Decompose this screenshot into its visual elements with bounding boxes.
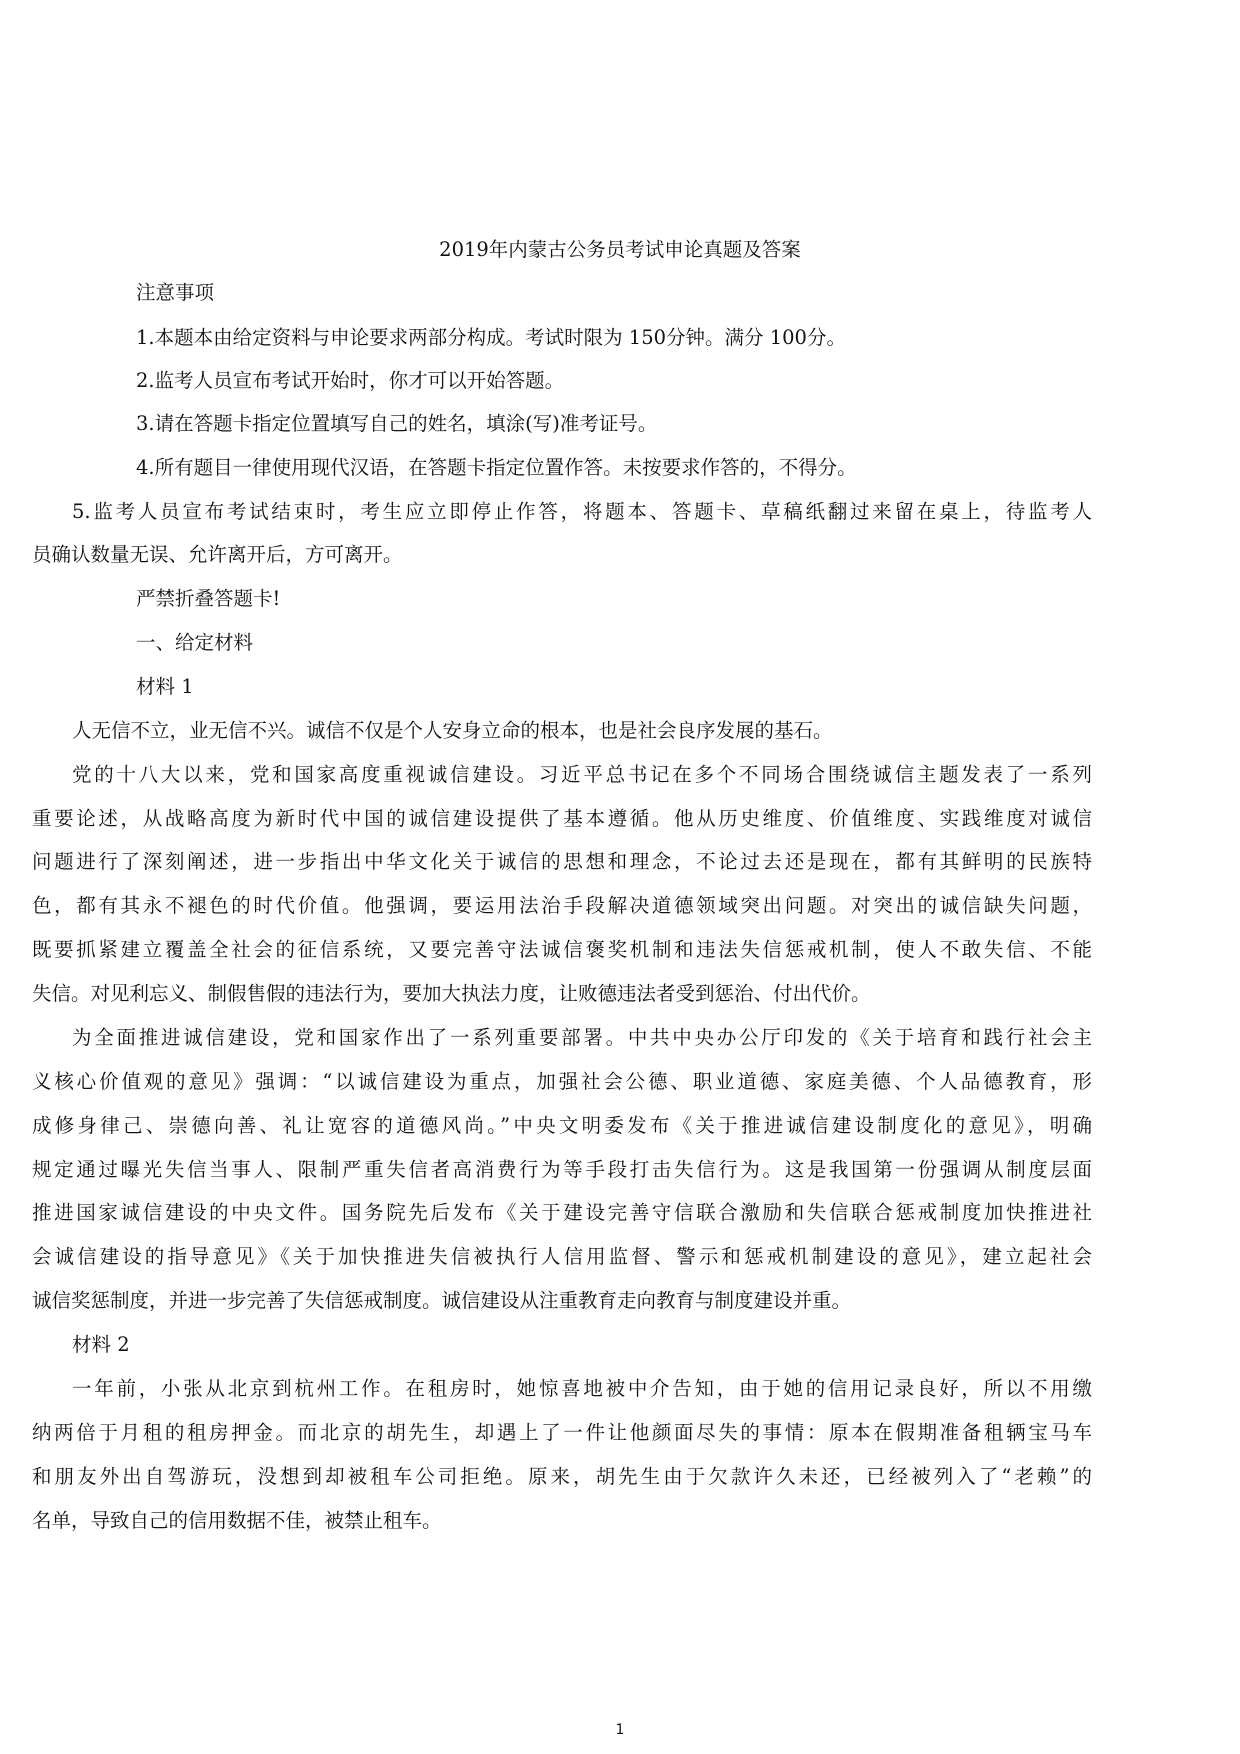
notice-item-2: 2.监考人员宣布考试开始时，你才可以开始答题。 <box>136 369 565 392</box>
material-1-p3-line4: 规定通过曝光失信当事人、限制严重失信者高消费行为等手段打击失信行为。这是我国第一份强调从制度层面 <box>32 1158 1092 1181</box>
material-1-p3-line6: 会诚信建设的指导意见》《关于加快推进失信被执行人信用监督、警示和惩戒机制建设的意见》，建立起社会 <box>32 1245 1092 1268</box>
section-heading: 一、给定材料 <box>136 631 254 654</box>
notice-heading: 注意事项 <box>136 281 215 304</box>
document-title: 2019年内蒙古公务员考试申论真题及答案 <box>439 238 801 261</box>
material-1-p3-line5: 推进国家诚信建设的中央文件。国务院先后发布《关于建设完善守信联合激励和失信联合惩戒制度加快推进社 <box>32 1201 1092 1224</box>
material-1-p3-line3: 成修身律己、崇德向善、礼让宽容的道德风尚。”中央文明委发布《关于推进诚信建设制度化的意见》，明确 <box>32 1114 1092 1137</box>
page-number: 1 <box>615 1722 625 1738</box>
notice-item-5-line1: 5.监考人员宣布考试结束时，考生应立即停止作答，将题本、答题卡、草稿纸翻过来留在桌上，待监考人 <box>72 500 1092 523</box>
material-1-paragraph-1: 人无信不立，业无信不兴。诚信不仅是个人安身立命的根本，也是社会良序发展的基石。 <box>72 719 833 742</box>
material-1-p2-line1: 党的十八大以来，党和国家高度重视诚信建设。习近平总书记在多个不同场合围绕诚信主题发表了一系列 <box>72 763 1092 786</box>
material-2-p1-line3: 和朋友外出自驾游玩，没想到却被租车公司拒绝。原来，胡先生由于欠款许久未还，已经被列入了“老赖”的 <box>32 1465 1092 1488</box>
notice-warning: 严禁折叠答题卡! <box>136 587 281 610</box>
material-1-p2-line4: 色，都有其永不褪色的时代价值。他强调，要运用法治手段解决道德领域突出问题。对突出的诚信缺失问题， <box>32 894 1092 917</box>
material-1-p2-line5: 既要抓紧建立覆盖全社会的征信系统，又要完善守法诚信褒奖机制和违法失信惩戒机制，使人不敢失信、不能 <box>32 938 1092 961</box>
notice-item-4: 4.所有题目一律使用现代汉语，在答题卡指定位置作答。未按要求作答的，不得分。 <box>136 456 857 479</box>
material-2-heading: 材料 2 <box>72 1333 130 1356</box>
material-1-heading: 材料 1 <box>136 675 194 698</box>
material-1-p3-line7: 诚信奖惩制度，并进一步完善了失信惩戒制度。诚信建设从注重教育走向教育与制度建设并重。 <box>32 1289 852 1312</box>
material-1-p2-line2: 重要论述，从战略高度为新时代中国的诚信建设提供了基本遵循。他从历史维度、价值维度、实践维度对诚信 <box>32 807 1092 830</box>
material-1-p2-line3: 问题进行了深刻阐述，进一步指出中华文化关于诚信的思想和理念，不论过去还是现在，都有其鲜明的民族特 <box>32 850 1092 873</box>
material-2-p1-line2: 纳两倍于月租的租房押金。而北京的胡先生，却遇上了一件让他颜面尽失的事情：原本在假期准备租辆宝马车 <box>32 1421 1092 1444</box>
material-1-p3-line2: 义核心价值观的意见》强调：“以诚信建设为重点，加强社会公德、职业道德、家庭美德、个人品德教育，形 <box>32 1070 1092 1093</box>
notice-item-1: 1.本题本由给定资料与申论要求两部分构成。考试时限为 150分钟。满分 100分。 <box>136 326 846 349</box>
material-1-p3-line1: 为全面推进诚信建设，党和国家作出了一系列重要部署。中共中央办公厅印发的《关于培育和践行社会主 <box>72 1026 1092 1049</box>
notice-item-3: 3.请在答题卡指定位置填写自己的姓名，填涂(写)准考证号。 <box>136 412 658 435</box>
notice-item-5-line2: 员确认数量无误、允许离开后，方可离开。 <box>32 543 403 566</box>
material-2-p1-line4: 名单，导致自己的信用数据不佳，被禁止租车。 <box>32 1509 442 1532</box>
material-2-p1-line1: 一年前，小张从北京到杭州工作。在租房时，她惊喜地被中介告知，由于她的信用记录良好，所以不用缴 <box>72 1377 1092 1400</box>
material-1-p2-line6: 失信。对见利忘义、制假售假的违法行为，要加大执法力度，让败德违法者受到惩治、付出代价。 <box>32 982 871 1005</box>
